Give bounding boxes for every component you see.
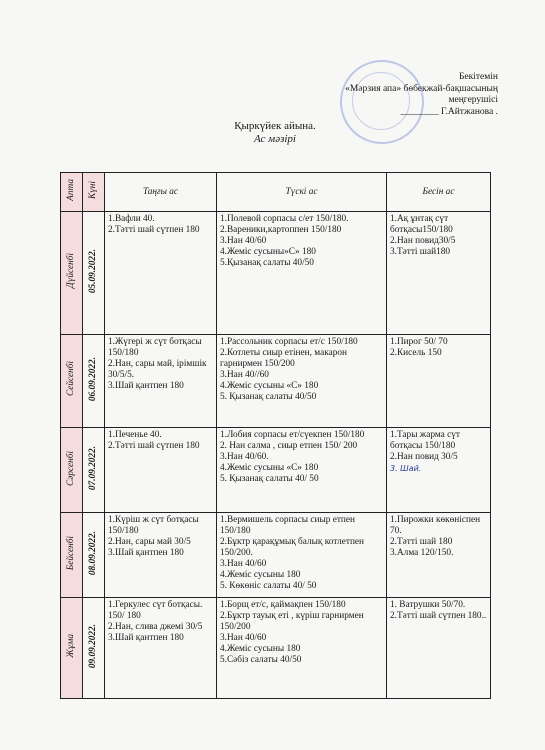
breakfast-cell: 1.Күріш ж сүт ботқасы 150/180 2.Нан, сары май 30/5 3.Шай қантпен 180 (105, 513, 217, 598)
table-row (61, 428, 491, 513)
approval-line-2: «Мәрзия апа» бөбекжай-бақшасының (345, 83, 498, 94)
header-lunch: Түскі ас (217, 173, 387, 212)
day-name-cell: Сәрсенбі (61, 428, 83, 513)
date-cell: 08.09.2022. (83, 513, 105, 598)
handwritten-note: 3. Шай. (390, 464, 422, 473)
header-breakfast: Таңғы ас (105, 173, 217, 212)
date-cell: 05.09.2022. (83, 212, 105, 335)
approval-line-4: ________ Г.Айтжанова . (400, 106, 498, 117)
day-name-cell: Жұма (61, 598, 83, 699)
lunch-cell: 1.Вермишель сорпасы сиыр етпен 150/180 2.Бұктр қарақұмық балық котлетпен 150/200. 3.Нан 40/60 4.Жеміс сусыны 180 5. Көкөніс салаты 40/ 50 (217, 513, 387, 598)
breakfast-cell: 1.Геркулес сүт ботқасы. 150/ 180 2.Нан, слива джемі 30/5 3.Шай қантпен 180 (105, 598, 217, 699)
breakfast-cell: 1.Печенье 40. 2.Тәтті шай сүтпен 180 (105, 428, 217, 513)
table-row (61, 212, 491, 335)
breakfast-cell: 1.Вафли 40. 2.Тәтті шай сүтпен 180 (105, 212, 217, 335)
approval-block (345, 72, 498, 118)
breakfast-cell: 1.Жүгері ж сүт ботқасы 150/180 2.Нан, сары май, ірімшік 30/5/5. 3.Шай қантпен 180 (105, 335, 217, 428)
snack-cell: 1.Пирожки көкөніспен 70. 2.Тәтті шай 180 3.Алма 120/150. (387, 513, 491, 598)
lunch-cell: 1.Борщ ет/с, қаймақпен 150/180 2.Бұктр тауық еті , күріш гарнирмен 150/200 3.Нан 40/60 4.Жеміс сусыны 180 5.Сәбіз салаты 40/50 (217, 598, 387, 699)
table-row (61, 335, 491, 428)
menu-heading (220, 120, 330, 146)
snack-cell: 1. Ватрушки 50/70. 2.Тәтті шай сүтпен 180.. (387, 598, 491, 699)
table-row (61, 598, 491, 699)
menu-title: Қыркүйек айына. (234, 120, 316, 132)
snack-cell: 1.Ақ ұнтақ сүт ботқасы150/180 2.Нан повид30/5 3.Тәтті шай180 (387, 212, 491, 335)
approval-line-1: Бекітемін (458, 72, 498, 82)
lunch-cell: 1.Рассольник сорпасы ет/с 150/180 2.Котлеты сиыр етінен, макарон гарнирмен 150/200 3.Нан 40//60 4.Жеміс сусыны «С» 180 5. Қызанақ салаты 40/50 (217, 335, 387, 428)
table-header-row (61, 173, 491, 212)
day-name-cell: Сейсенбі (61, 335, 83, 428)
menu-table (60, 172, 491, 699)
date-cell: 07.09.2022. (83, 428, 105, 513)
snack-cell: 1.Пирог 50/ 70 2.Кисель 150 (387, 335, 491, 428)
lunch-cell: 1.Полевой сорпасы с/ет 150/180. 2.Вареники,картоппен 150/180 3.Нан 40/60 4.Жеміс сусыны»С» 180 5.Қызанақ салаты 40/50 (217, 212, 387, 335)
header-week: Апта (61, 173, 83, 212)
table-row (61, 513, 491, 598)
date-cell: 06.09.2022. (83, 335, 105, 428)
menu-subtitle: Ас мәзірі (254, 133, 296, 145)
header-snack: Бесін ас (387, 173, 491, 212)
day-name-cell: Дүйсенбі (61, 212, 83, 335)
snack-cell: 1.Тары жарма сүт ботқасы 150/180 2.Нан повид 30/5 3. Шай. (387, 428, 491, 513)
header-day: Күні (83, 173, 105, 212)
approval-line-3: меңгерушісі (448, 95, 498, 105)
day-name-cell: Бейсенбі (61, 513, 83, 598)
date-cell: 09.09.2022. (83, 598, 105, 699)
lunch-cell: 1.Лобия сорпасы ет/сүекпен 150/180 2. Нан салма , сиыр етпен 150/ 200 3.Нан 40/60. 4.Жеміс сусыны «С» 180 5. Қызанақ салаты 40/ 50 (217, 428, 387, 513)
